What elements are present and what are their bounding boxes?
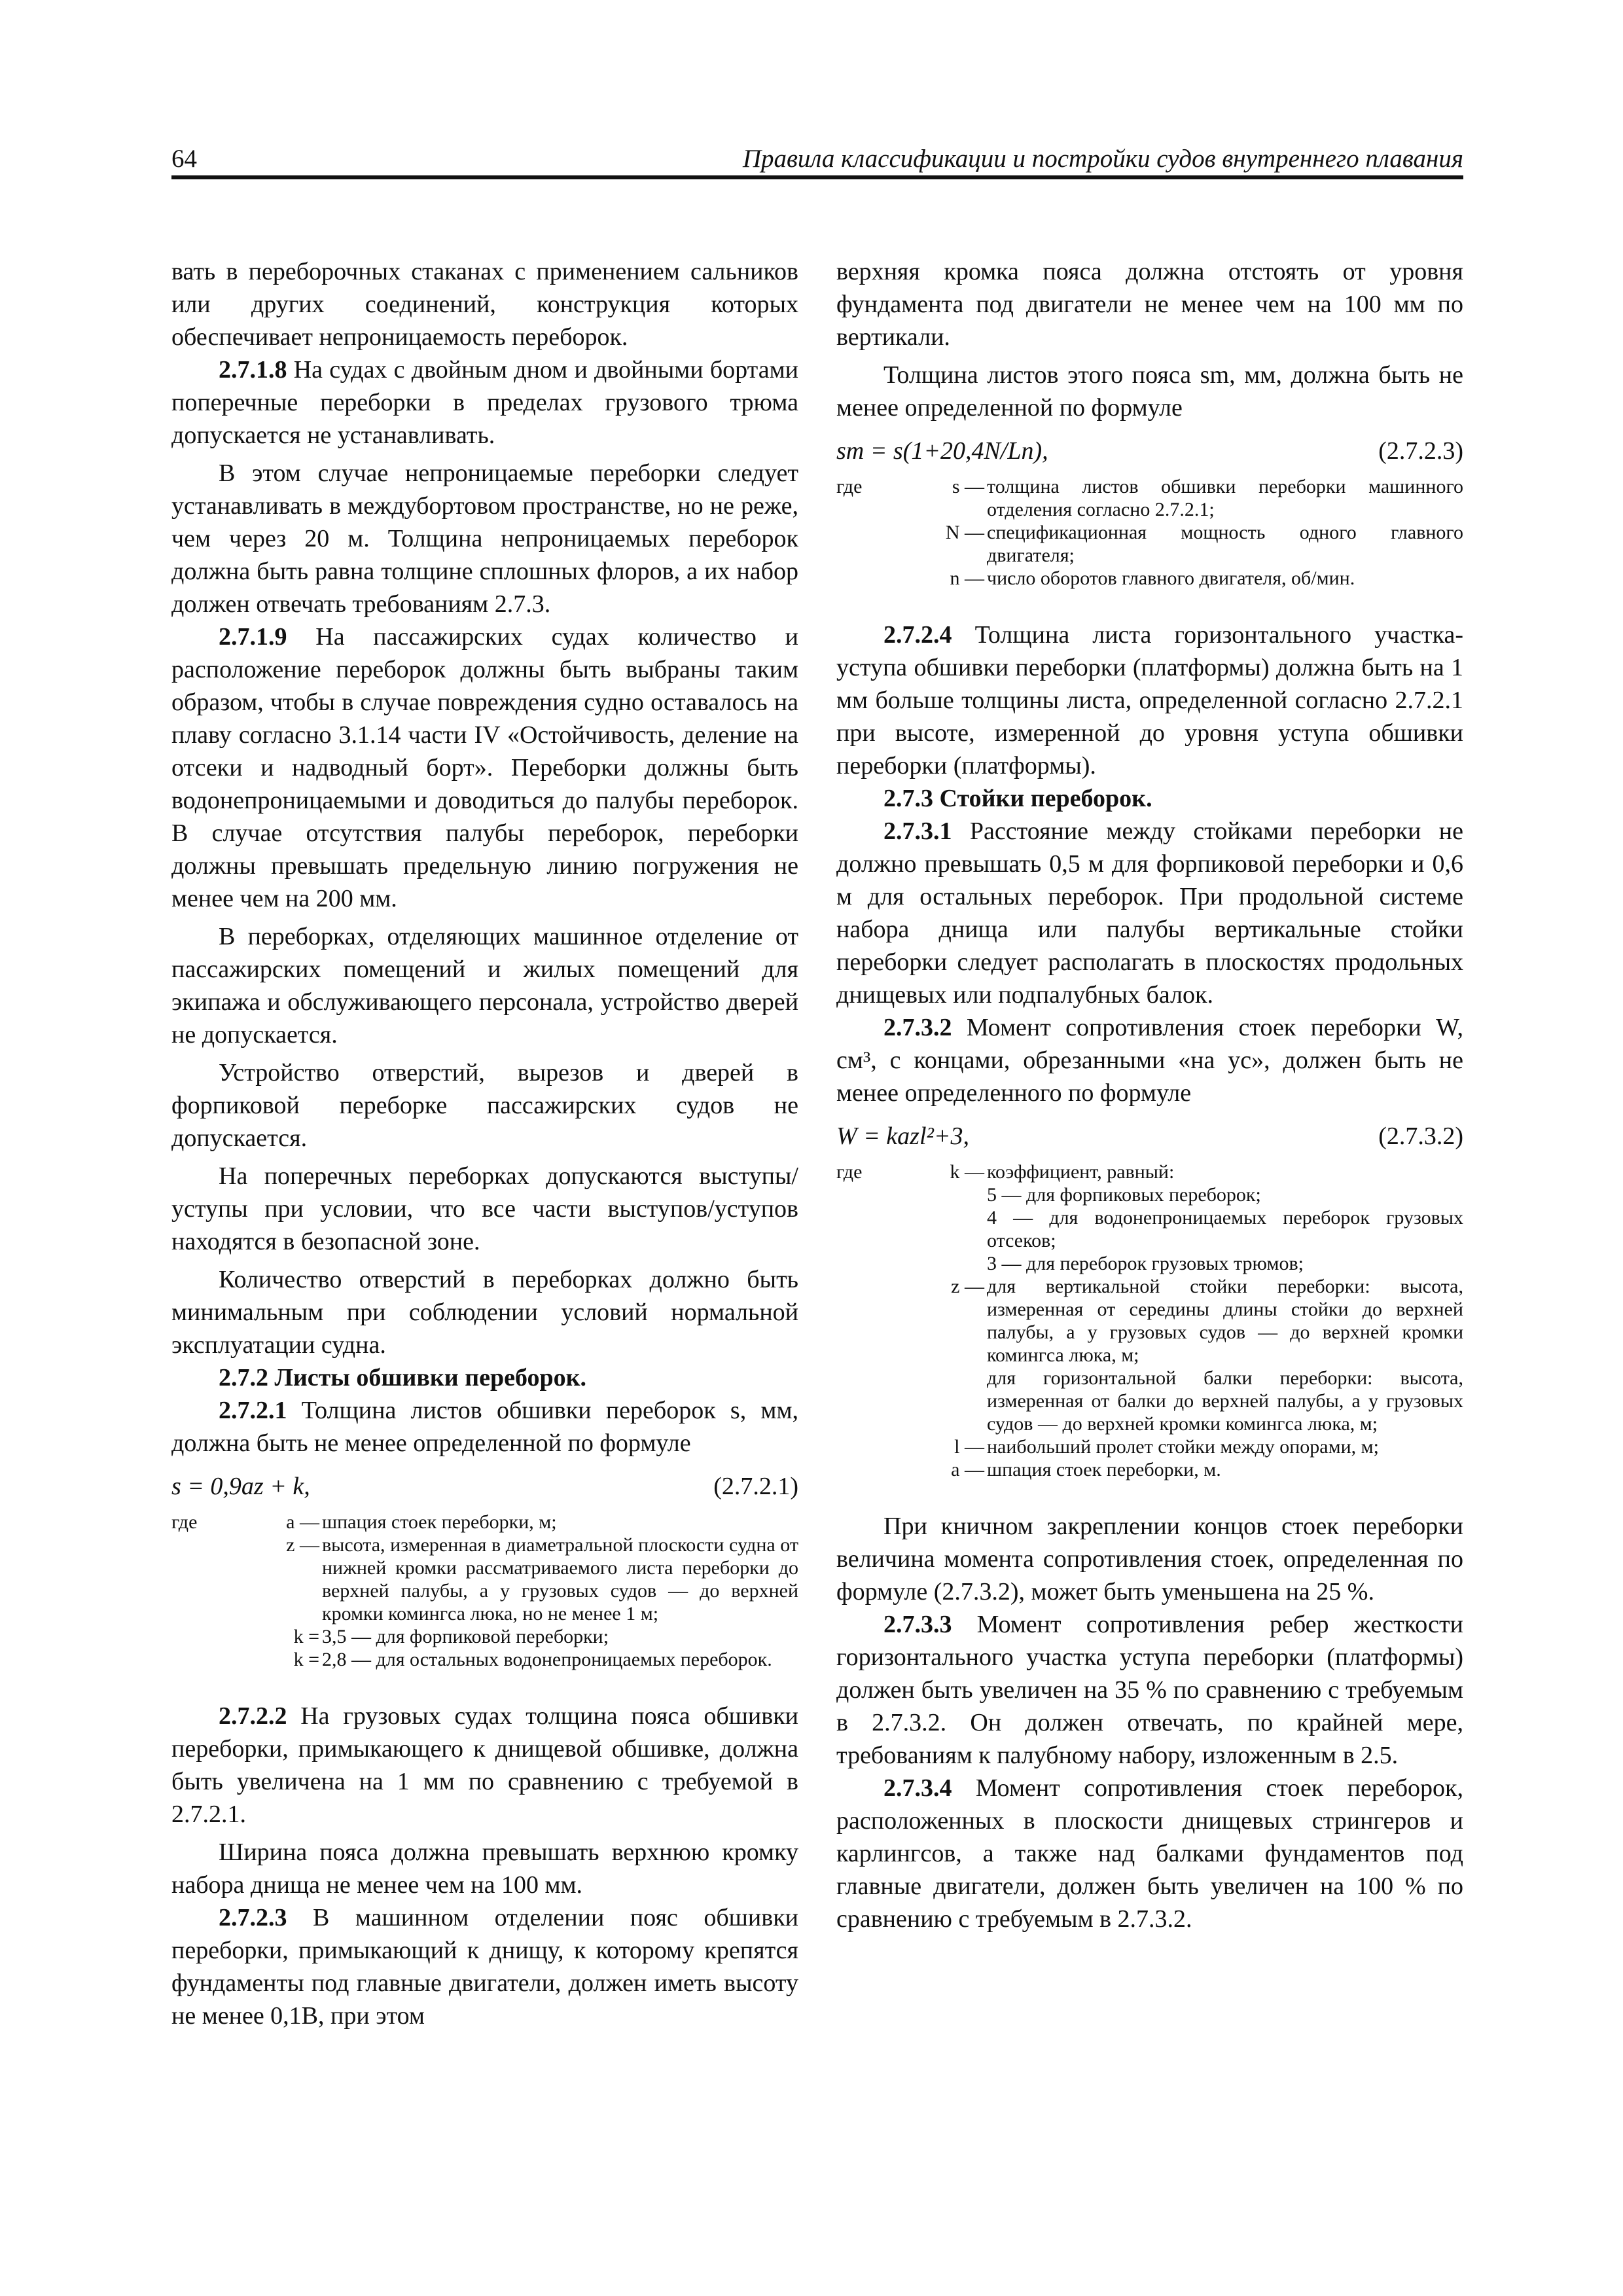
clause-number: 2.7.2.4 [883,621,952,649]
formula-number: (2.7.2.3) [1378,437,1463,465]
paragraph: верхняя кромка пояса должна отстоять от уровня фундамента под двигатели не менее чем на 100 мм по вертикали. [836,258,1463,351]
legend-symbol: n — [950,567,984,589]
legend-label: где [836,1161,863,1183]
legend-label [171,1625,257,1648]
right-column [836,255,1463,1935]
clause-text: В машинном отделении пояс обшивки переборки, примыкающий к днищу, к которому крепятся фундаменты под главные двигатели, должен иметь высоту не менее 0,1B, при этом [171,1904,798,2030]
clause-text: Момент сопротивления стоек переборок, расположенных в плоскости днищевых стрингеров и карлингсов, а также над балками фундаментов под главные двигатели, должен быть увеличен на 100 % по сравнению с требуемым в 2.7.3.2. [836,1774,1463,1933]
legend-symbol: l — [954,1436,984,1458]
legend-label [836,521,921,567]
legend-description: высота, измеренная в диаметральной плоскости судна от нижней кромки рассматриваемого листа переборки до верхней палубы, а у грузовых судов — до верхней кромки комингса люка, но не менее 1 м; [322,1534,798,1624]
legend-subitem: 3 — для переборок грузовых трюмов; [987,1253,1304,1274]
legend-symbol: N — [945,522,984,543]
paragraph: При кничном закреплении концов стоек переборки величина момента сопротивления стоек, определенная по формуле (2.7.3.2), может быть уменьшена на 25 %. [836,1513,1463,1605]
paragraph-2-7-3-1 [836,815,1463,1011]
clause-number: 2.7.2.3 [219,1904,287,1931]
clause-number: 2.7.3.3 [883,1611,952,1638]
paragraph-2-7-2-2 [171,1700,798,1831]
paragraph-2-7-2-1 [171,1394,798,1460]
paragraph-2-7-2-3 [171,1901,798,2032]
clause-number: 2.7.1.9 [219,623,287,651]
formula-2-7-3-2 [836,1120,1463,1153]
formula-expression: W = kazl²+3, [836,1122,970,1150]
formula-2-7-2-1 [171,1470,798,1503]
paragraph: Количество отверстий в переборках должно быть минимальным при соблюдении условий нормальной эксплуатации судна. [171,1266,798,1359]
legend-label: где [836,476,863,497]
running-title: Правила классификации и постройки судов внутреннего плавания [742,145,1463,173]
clause-text: Момент сопротивления стоек переборки W, см³, с концами, обрезанными «на ус», должен быть не менее определенного по формуле [836,1014,1463,1107]
legend-description: наибольший пролет стойки между опорами, м; [987,1436,1379,1458]
paragraph: В переборках, отделяющих машинное отделение от пассажирских помещений и жилых помещений для экипажа и обслуживающего персонала, устройство дверей не допускается. [171,923,798,1049]
paragraph-2-7-1-8 [171,353,798,452]
clause-text: Толщина листов обшивки переборок s, мм, должна быть не менее определенной по формуле [171,1397,798,1457]
legend-description: шпация стоек переборки, м; [322,1511,557,1533]
legend-symbol: a — [286,1511,319,1533]
formula-number: (2.7.3.2) [1378,1122,1463,1150]
legend-description: спецификационная мощность одного главного двигателя; [987,522,1463,566]
paragraph: Устройство отверстий, вырезов и дверей в форпиковой переборке пассажирских судов не допускается. [171,1059,798,1152]
legend-label: где [171,1511,198,1533]
legend-subitem: 4 — для водонепроницаемых переборок грузовых отсеков; [987,1207,1463,1251]
paragraph-2-7-3-4 [836,1772,1463,1935]
section-heading: 2.7.3 Стойки переборок. [883,785,1152,812]
paragraph: Толщина листов этого пояса sm, мм, должна быть не менее определенной по формуле [836,361,1463,422]
legend-label [836,567,921,590]
legend-symbol: z — [286,1534,319,1556]
legend-description: коэффициент, равный: [987,1161,1175,1183]
legend-description: шпация стоек переборки, м. [987,1459,1221,1480]
paragraph: В этом случае непроницаемые переборки следует устанавливать в междубортовом пространстве, но не реже, чем через 20 м. Толщина непроницаемых переборок должна быть равна толщине сплошных флоров, а их набор должен отвечать требованиям 2.7.3. [171,459,798,618]
formula-number: (2.7.2.1) [713,1473,798,1500]
legend-description: 3,5 — для форпиковой переборки; [322,1626,609,1647]
legend-subitem: 5 — для форпиковых переборок; [987,1184,1261,1206]
clause-number: 2.7.3.2 [883,1014,952,1041]
legend-label [171,1534,257,1625]
clause-text: Расстояние между стойками переборки не должно превышать 0,5 м для форпиковой переборки и 0,6 м для остальных переборок. При продольной системе набора днища или палубы вертикальные стойки переборки следует располагать в плоскостях продольных днищевых или подпалубных балок. [836,817,1463,1009]
paragraph-2-7-3-2 [836,1011,1463,1109]
paragraph: вать в переборочных стаканах с применением сальников или других соединений, конструкция которых обеспечивает непроницаемость переборок. [171,258,798,351]
clause-number: 2.7.2.1 [219,1397,287,1424]
legend-symbol: s — [952,476,984,497]
paragraph: Ширина пояса должна превышать верхнюю кромку набора днища не менее чем на 100 мм. [171,1839,798,1899]
legend-symbol: k = [293,1649,319,1670]
legend-symbol: k — [950,1161,984,1183]
paragraph: На поперечных переборках допускаются выступы/уступы при условии, что все части выступов/уступов находятся в безопасной зоне. [171,1162,798,1255]
clause-number: 2.7.3.1 [883,817,952,845]
clause-text: Момент сопротивления ребер жесткости горизонтального участка уступа переборки (платформы) должен быть увеличен на 35 % по сравнению с требуемым в 2.7.3.2. Он должен отвечать, по крайней мере, требованиям к палубному набору, изложенным в 2.5. [836,1611,1463,1769]
formula-expression: sm = s(1+20,4N/Ln), [836,437,1048,465]
clause-text: На грузовых судах толщина пояса обшивки переборки, примыкающего к днищевой обшивке, должна быть увеличена на 1 мм по сравнению с требуемой в 2.7.2.1. [171,1702,798,1828]
clause-text: На судах с двойным дном и двойными бортами поперечные переборки в пределах грузового трюма допускается не устанавливать. [171,356,798,449]
formula-legend [171,1511,798,1671]
formula-2-7-2-3 [836,435,1463,467]
legend-description: число оборотов главного двигателя, об/мин. [987,567,1355,589]
left-column [171,255,798,2032]
legend-description: 2,8 — для остальных водонепроницаемых переборок. [322,1649,772,1670]
formula-legend [836,475,1463,590]
legend-description: для горизонтальной балки переборки: высота, измеренная от балки до верхней палубы, а у грузовых судов — до верхней кромки комингса люка, м; [987,1367,1463,1435]
clause-number: 2.7.1.8 [219,356,287,384]
formula-legend [836,1160,1463,1481]
legend-description: для вертикальной стойки переборки: высота, измеренная от середины длины стойки до верхней палубы, а у грузовых судов — до верхней кромки комингса люка, м; [987,1276,1463,1366]
paragraph-2-7-1-9 [171,620,798,915]
legend-symbol: a — [951,1459,984,1480]
clause-number: 2.7.2.2 [219,1702,287,1730]
header-rule [171,175,1463,179]
legend-label [171,1648,257,1671]
formula-expression: s = 0,9az + k, [171,1473,310,1500]
paragraph-2-7-2-4 [836,619,1463,782]
legend-symbol: z — [951,1276,984,1297]
clause-text: Толщина листа горизонтального участка-уступа обшивки переборки (платформы) должна быть на 1 мм больше толщины листа, определенной согласно 2.7.2.1 при высоте, измеренной до уровня уступа обшивки переборки (платформы). [836,621,1463,780]
section-heading: 2.7.2 Листы обшивки переборок. [219,1364,586,1391]
legend-symbol: k = [293,1626,319,1647]
paragraph-2-7-3-3 [836,1608,1463,1772]
legend-description: толщина листов обшивки переборки машинного отделения согласно 2.7.2.1; [987,476,1463,520]
page-number: 64 [171,145,197,173]
clause-text: На пассажирских судах количество и расположение переборок должны быть выбраны таким образом, чтобы в случае повреждения судно оставалось на плаву согласно 3.1.14 части IV «Остойчивость, деление на отсеки и надводный борт». Переборки должны быть водонепроницаемыми и доводиться до палубы переборок. В случае отсутствия палубы переборок, переборки должны превышать предельную линию погружения не менее чем на 200 мм. [171,623,798,912]
clause-number: 2.7.3.4 [883,1774,952,1802]
